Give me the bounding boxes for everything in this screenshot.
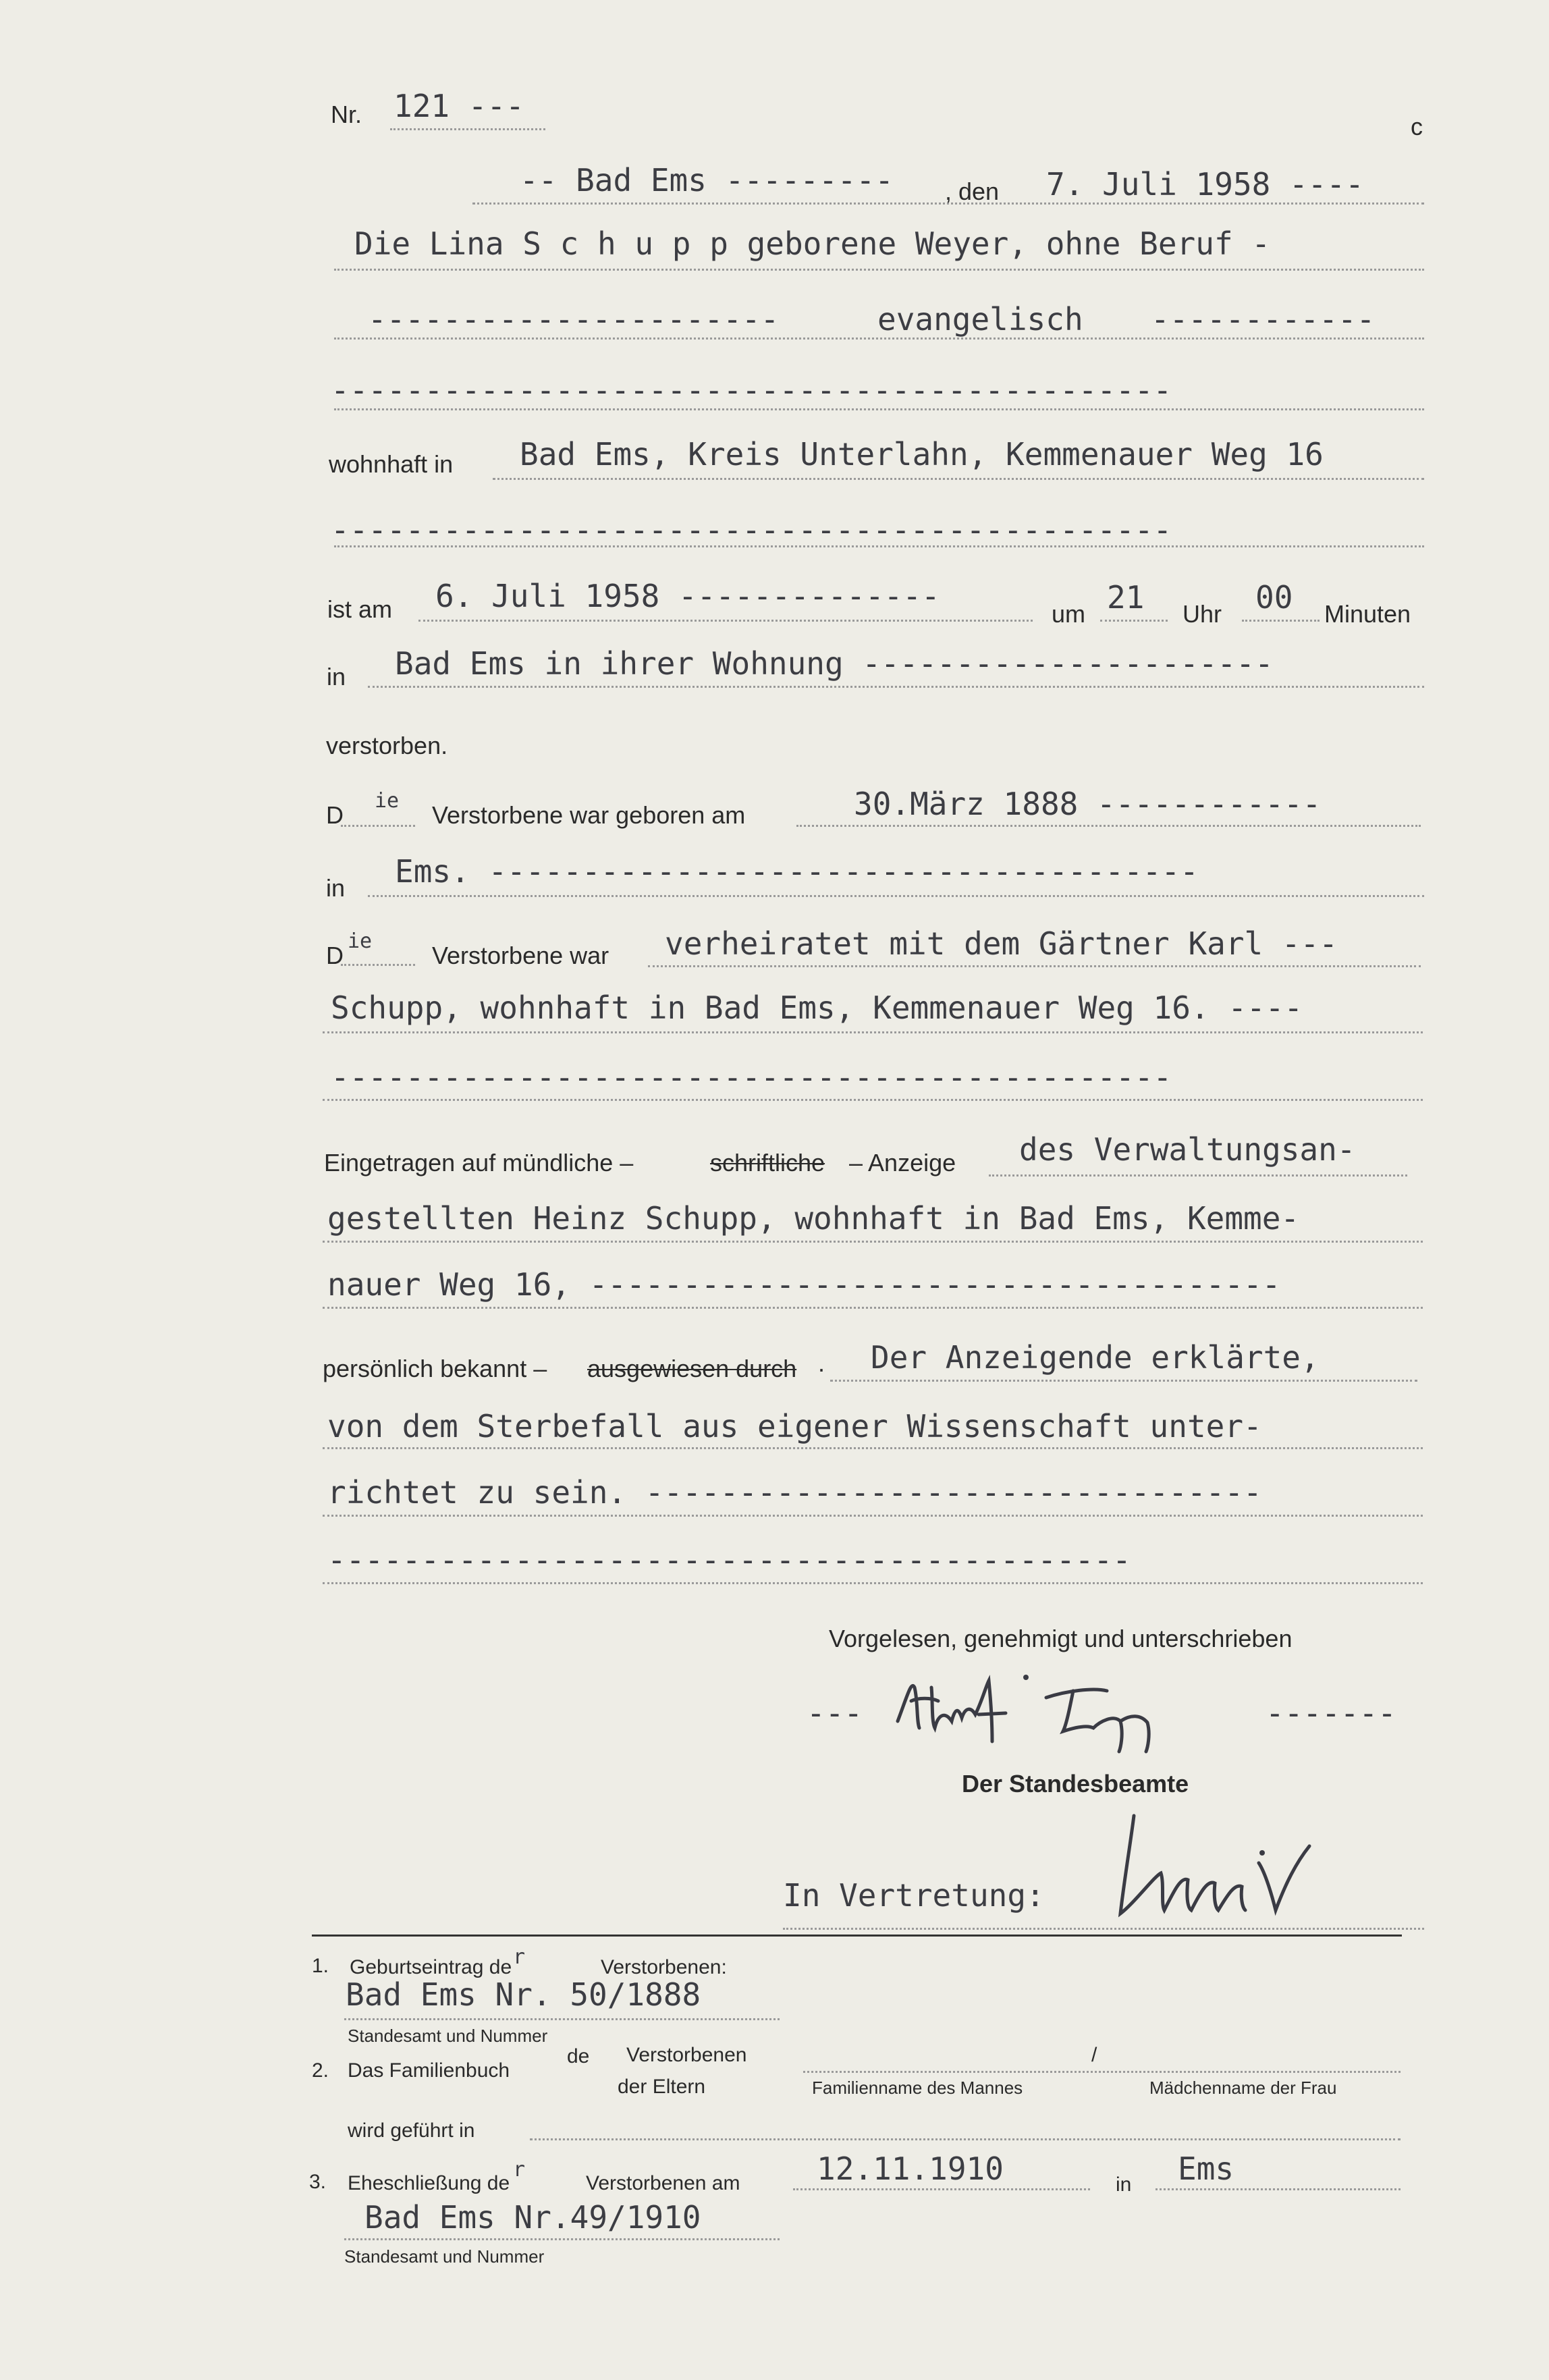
footer-item-1-caption: Standesamt und Nummer [348, 2026, 548, 2046]
identity-line-1: Der Anzeigende erklärte, [871, 1339, 1320, 1376]
birth-date-dots [796, 825, 1421, 827]
corner-mark: c [1411, 113, 1423, 140]
person-line-3: --------------------------------------------- [331, 372, 1172, 408]
place-date-line [472, 202, 1424, 205]
identity-line-4-dots [323, 1582, 1423, 1584]
report-label-b: – Anzeige [849, 1149, 956, 1177]
report-line-1: des Verwaltungsan- [1019, 1131, 1356, 1168]
report-label-struck: schriftliche [710, 1149, 825, 1177]
report-line-3-dots [323, 1307, 1423, 1309]
birth-ie-value: ie [375, 789, 400, 813]
uhr-label: Uhr [1183, 600, 1222, 628]
person-line-2-right: ------------ [1151, 301, 1376, 337]
nr-dotted-line [390, 128, 545, 130]
death-place-dots [368, 686, 1424, 688]
person-line-2-dots [334, 337, 1424, 340]
footer-item-3-date: 12.11.1910 [817, 2151, 1004, 2187]
nr-value: 121 --- [393, 88, 524, 124]
um-label: um [1052, 600, 1086, 628]
report-line-3: nauer Weg 16, ------------------------------------- [327, 1266, 1281, 1303]
footer-item-2-verstorbenen: Verstorbenen [626, 2044, 747, 2066]
death-minutes-dots [1242, 620, 1320, 622]
vorgelesen-label: Vorgelesen, genehmigt und unterschrieben [829, 1625, 1293, 1652]
death-hour-dots [1100, 620, 1168, 622]
informant-signature [891, 1660, 1215, 1755]
footer-item-3-num: 3. [309, 2171, 327, 2193]
residence-line-dots [493, 478, 1424, 480]
report-label-a: Eingetragen auf mündliche – [324, 1149, 634, 1177]
footer-item-3-r: r [513, 2158, 526, 2182]
footer-item-1-r: r [513, 1945, 526, 1969]
birth-text-label: Verstorbene war geboren am [432, 801, 746, 829]
birth-in-label: in [326, 874, 346, 902]
marriage-line-2: Schupp, wohnhaft in Bad Ems, Kemmenauer Weg 16. ---- [331, 990, 1303, 1026]
residence-label: wohnhaft in [329, 450, 454, 478]
signature-dash-left: --- [807, 1695, 863, 1731]
footer-item-1-label-a: Geburtseintrag de [350, 1956, 512, 1978]
footer-item-2-slash: / [1091, 2044, 1097, 2066]
footer-item-3-label-b: Verstorbenen am [586, 2172, 740, 2194]
death-in-label: in [327, 663, 346, 691]
report-line-2-dots [323, 1241, 1423, 1243]
footer-item-1-label-b: Verstorbenen: [601, 1956, 727, 1978]
marriage-line-1: verheiratet mit dem Gärtner Karl --- [665, 925, 1338, 962]
identity-line-4: ------------------------------------------- [327, 1542, 1131, 1578]
minuten-label: Minuten [1324, 600, 1411, 628]
footer-item-3-caption: Standesamt und Nummer [344, 2246, 545, 2267]
ist-am-label: ist am [327, 595, 393, 623]
footer-item-2-label: Das Familienbuch [348, 2059, 510, 2082]
footer-item-2-de: de [567, 2045, 590, 2067]
footer-item-3-place: Ems [1178, 2151, 1234, 2187]
person-line-2-left: ---------------------- [368, 301, 780, 337]
footer-item-3-value: Bad Ems Nr.49/1910 [364, 2199, 701, 2236]
in-vertretung-label: In Vertretung: [783, 1877, 1045, 1914]
footer-item-3-place-dots [1156, 2188, 1401, 2190]
marriage-line-3-dots [323, 1099, 1423, 1101]
footer-item-3-date-dots [793, 2188, 1090, 2190]
identity-label-b: . [818, 1349, 825, 1377]
death-hour-value: 21 [1107, 579, 1145, 616]
nr-label: Nr. [331, 101, 362, 128]
footer-item-2-wird: wird geführt in [348, 2119, 475, 2142]
identity-label-a: persönlich bekannt – [323, 1355, 547, 1382]
footer-item-1-num: 1. [312, 1955, 329, 1977]
report-line-2: gestellten Heinz Schupp, wohnhaft in Bad Ems, Kemme- [327, 1200, 1300, 1237]
footer-item-1-dots [344, 2018, 780, 2020]
verstorben-label: verstorben. [326, 732, 448, 759]
den-label: , den [945, 178, 1000, 205]
birth-place-dots [368, 895, 1424, 897]
identity-line-3: richtet zu sein. --------------------------------- [327, 1474, 1262, 1511]
death-date-dots [418, 620, 1033, 622]
death-place-value: Bad Ems in ihrer Wohnung ---------------------- [395, 645, 1274, 682]
footer-item-2-frau-caption: Mädchenname der Frau [1149, 2078, 1337, 2098]
marriage-line-2-dots [323, 1031, 1423, 1033]
footer-item-2-mann-caption: Familienname des Mannes [812, 2078, 1023, 2098]
footer-item-1-value: Bad Ems Nr. 50/1888 [346, 1976, 701, 2013]
identity-line-2: von dem Sterbefall aus eigener Wissenschaft unter- [327, 1408, 1262, 1444]
birth-d-label: D [326, 801, 344, 829]
residence-value: Bad Ems, Kreis Unterlahn, Kemmenauer Weg 16 [520, 436, 1324, 472]
marriage-line-3: --------------------------------------------- [331, 1059, 1172, 1096]
marriage-d-label: D [326, 942, 344, 969]
signature-dash-right: ------- [1266, 1695, 1396, 1731]
death-minutes-value: 00 [1255, 579, 1293, 616]
footer-item-2-num: 2. [312, 2059, 329, 2082]
footer-item-3-label-a: Eheschließung de [348, 2172, 510, 2194]
person-line-3-dots [334, 408, 1424, 410]
marriage-ie-value: ie [348, 929, 373, 953]
place-value: -- Bad Ems --------- [520, 162, 894, 198]
identity-line-2-dots [323, 1447, 1423, 1449]
death-date-value: 6. Juli 1958 -------------- [435, 578, 940, 614]
marriage-ie-dots [341, 964, 415, 966]
identity-label-struck: ausgewiesen durch [587, 1355, 797, 1382]
birth-date-value: 30.März 1888 ------------ [854, 786, 1322, 822]
identity-line-3-dots [323, 1515, 1423, 1517]
marriage-text-label: Verstorbene war [432, 942, 609, 969]
footer-item-3-dots [344, 2238, 780, 2240]
footer-divider [312, 1935, 1402, 1937]
date-value: 7. Juli 1958 ---- [1046, 166, 1364, 202]
in-vertretung-dots [783, 1928, 1424, 1930]
person-line-1-dots [334, 269, 1424, 271]
report-line-1-dots [989, 1174, 1407, 1177]
footer-item-2-eltern: der Eltern [618, 2076, 706, 2098]
identity-line-1-dots [830, 1380, 1417, 1382]
residence-line-2: --------------------------------------------- [331, 512, 1172, 548]
birth-place-value: Ems. -------------------------------------- [395, 853, 1199, 890]
footer-item-3-in: in [1116, 2173, 1132, 2196]
religion-value: evangelisch [877, 301, 1083, 337]
marriage-line-1-dots [648, 965, 1421, 967]
person-line-1: Die Lina S c h u p p geborene Weyer, ohne Beruf - [354, 225, 1271, 262]
footer-item-2-wird-dots [530, 2138, 1401, 2140]
residence-line-2-dots [334, 545, 1424, 547]
standesbeamte-label: Der Standesbeamte [962, 1770, 1189, 1797]
birth-ie-dots [341, 825, 415, 827]
footer-item-2-dots [803, 2071, 1401, 2073]
official-signature [1107, 1809, 1336, 1924]
